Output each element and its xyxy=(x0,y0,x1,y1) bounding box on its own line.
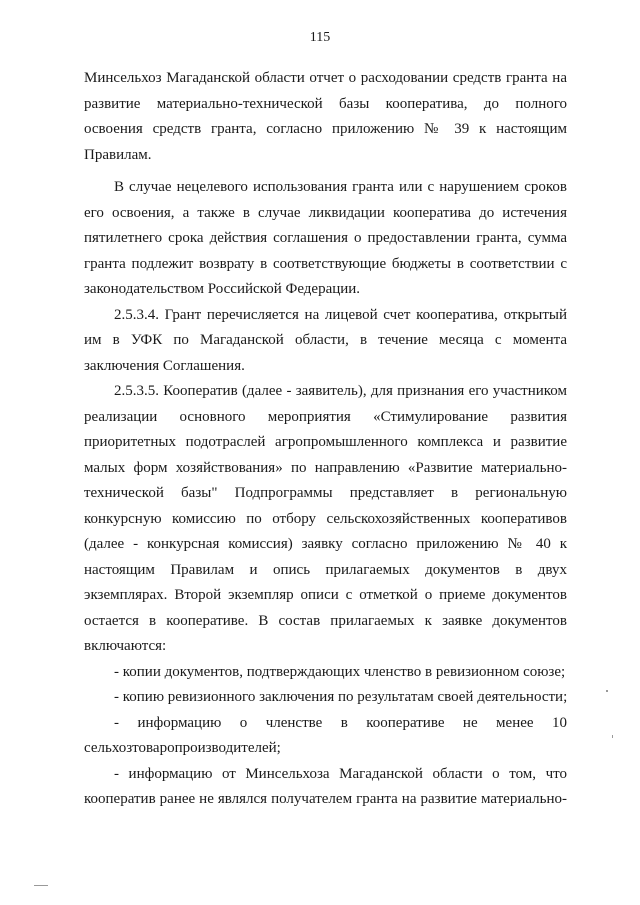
page-number: 115 xyxy=(309,30,331,45)
text-line: Минсельхоз Магаданской области отчет о расходовании средств гранта на xyxy=(84,70,567,86)
text-line: приоритетных подотраслей агропромышленного комплекса и развитие xyxy=(84,434,567,450)
text-line: экземплярах. Второй экземпляр описи с отметкой о приеме документов xyxy=(84,587,567,603)
text-line: освоения средств гранта, согласно приложению № 39 к настоящим xyxy=(84,121,567,137)
text-line: кооператив ранее не являлся получателем гранта на развитие материально- xyxy=(84,791,567,807)
paragraph xyxy=(84,66,567,168)
paragraph xyxy=(84,379,567,660)
text-line: его освоения, а также в случае ликвидации кооператива до истечения xyxy=(84,204,567,221)
text-line: сельхозтоваропроизводителей; xyxy=(84,740,281,756)
text-line: - копии документов, подтверждающих членство в ревизионном союзе; xyxy=(114,663,566,680)
text-line: гранта подлежит возврату в соответствующие бюджеты в соответствии с xyxy=(84,255,567,272)
list-item xyxy=(84,685,567,711)
text-line: технической базы" Подпрограммы представляет в региональную xyxy=(84,485,567,501)
text-line: настоящим Правилам и опись прилагаемых документов в двух xyxy=(84,561,567,578)
scan-speck xyxy=(612,735,613,738)
text-line: Правилам. xyxy=(84,146,152,163)
text-line: малых форм хозяйствования» по направлению «Развитие материально- xyxy=(84,459,567,476)
text-line: конкурсную комиссию по отбору сельскохозяйственных кооперативов xyxy=(84,510,567,527)
text-line: остается в кооперативе. В состав прилагаемых к заявке документов xyxy=(84,612,567,629)
list-item xyxy=(84,762,567,813)
text-line: (далее - конкурсная комиссия) заявку согласно приложению № 40 к xyxy=(84,536,567,552)
text-line: 2.5.3.5. Кооператив (далее - заявитель), для признания его участником xyxy=(114,383,567,399)
text-line: законодательством Российской Федерации. xyxy=(84,281,361,297)
scan-speck xyxy=(34,885,48,886)
document-body xyxy=(84,66,567,813)
text-line: реализации основного мероприятия «Стимулирование развития xyxy=(84,408,567,425)
text-line: развитие материально-технической базы кооператива, до полного xyxy=(84,95,567,112)
text-line: им в УФК по Магаданской области, в течение месяца с момента xyxy=(84,332,567,348)
text-line: 2.5.3.4. Грант перечисляется на лицевой счет кооператива, открытый xyxy=(114,306,567,323)
paragraph xyxy=(84,175,567,303)
scan-speck xyxy=(606,690,608,692)
text-line: - копию ревизионного заключения по результатам своей деятельности; xyxy=(114,689,568,705)
text-line: пятилетнего срока действия соглашения о предоставлении гранта, сумма xyxy=(84,230,567,246)
text-line: - информацию о членстве в кооперативе не менее 10 xyxy=(114,714,567,731)
text-line: В случае нецелевого использования гранта или с нарушением сроков xyxy=(114,179,567,195)
text-line: включаются: xyxy=(84,638,167,654)
list-item xyxy=(84,711,567,762)
text-line: заключения Соглашения. xyxy=(84,357,245,374)
list-item xyxy=(84,660,567,686)
paragraph xyxy=(84,303,567,380)
text-line: - информацию от Минсельхоза Магаданской области о том, что xyxy=(114,765,567,782)
